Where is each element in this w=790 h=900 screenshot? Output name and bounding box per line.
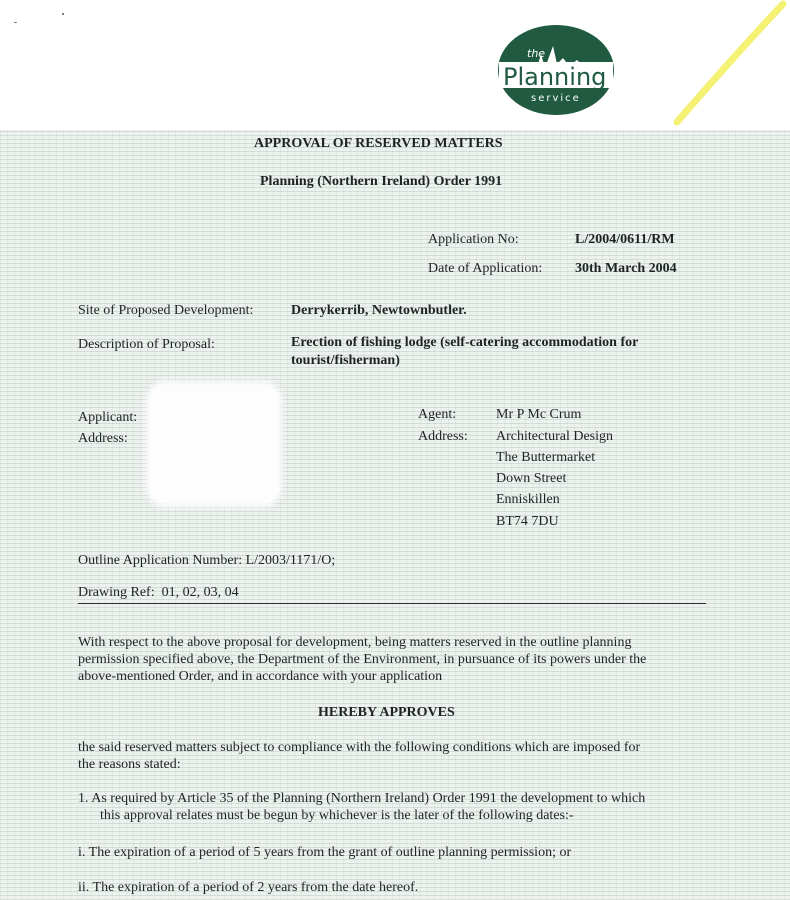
document-subtitle: Planning (Northern Ireland) Order 1991 bbox=[260, 174, 503, 189]
agent-address-line: BT74 7DU bbox=[496, 514, 559, 529]
date-of-application-value: 30th March 2004 bbox=[575, 261, 677, 276]
description-line-1: Erection of fishing lodge (self-catering accommodation for bbox=[291, 335, 639, 350]
scan-speck bbox=[14, 22, 17, 23]
description-label: Description of Proposal: bbox=[78, 337, 215, 352]
divider-line bbox=[78, 603, 706, 604]
agent-label: Agent: bbox=[418, 407, 457, 422]
agent-address-line: Architectural Design bbox=[496, 429, 614, 444]
site-label: Site of Proposed Development: bbox=[78, 303, 254, 318]
drawing-ref bbox=[78, 585, 239, 601]
condition-item-i: i. The expiration of a period of 5 years from the grant of outline planning permission; or bbox=[78, 845, 572, 860]
intro-paragraph bbox=[78, 634, 646, 685]
hereby-approves-heading: HEREBY APPROVES bbox=[318, 705, 455, 720]
agent-address-line: Down Street bbox=[496, 471, 567, 486]
svg-text:Planning: Planning bbox=[503, 63, 607, 91]
agent-address-label: Address: bbox=[418, 429, 468, 444]
planning-service-logo bbox=[497, 24, 615, 116]
outline-application bbox=[78, 553, 335, 569]
subject-line: the said reserved matters subject to compliance with the following conditions which are imposed for bbox=[78, 740, 641, 755]
agent-address-line: The Buttermarket bbox=[496, 450, 596, 465]
outline-application-value: L/2003/1171/O; bbox=[245, 553, 336, 568]
outline-application-label: Outline Application Number: bbox=[78, 553, 243, 568]
svg-text:the: the bbox=[527, 47, 546, 60]
application-no-value: L/2004/0611/RM bbox=[575, 232, 675, 247]
description-line-2: tourist/fisherman) bbox=[291, 353, 400, 368]
condition-1 bbox=[78, 790, 645, 824]
applicant-label: Applicant: bbox=[78, 410, 138, 425]
condition-1-line: this approval relates must be begun by whichever is the later of the following dates:- bbox=[100, 808, 574, 823]
svg-text:service: service bbox=[531, 93, 581, 104]
intro-line: above-mentioned Order, and in accordance with your application bbox=[78, 669, 443, 684]
condition-item-ii: ii. The expiration of a period of 2 years from the date hereof. bbox=[78, 880, 419, 895]
scan-speck bbox=[62, 13, 64, 15]
application-no-label: Application No: bbox=[428, 232, 519, 247]
drawing-ref-value: 01, 02, 03, 04 bbox=[161, 585, 239, 600]
intro-line: With respect to the above proposal for development, being matters reserved in the outline planning bbox=[78, 635, 632, 650]
subject-paragraph bbox=[78, 739, 640, 773]
condition-1-line: 1. As required by Article 35 of the Planning (Northern Ireland) Order 1991 the development to which bbox=[78, 791, 646, 806]
subject-line: the reasons stated: bbox=[78, 757, 181, 772]
site-value: Derrykerrib, Newtownbutler. bbox=[291, 303, 467, 318]
applicant-address-label: Address: bbox=[78, 431, 128, 446]
date-of-application-label: Date of Application: bbox=[428, 261, 543, 276]
agent-name: Mr P Mc Crum bbox=[496, 407, 582, 422]
agent-address-line: Enniskillen bbox=[496, 492, 560, 507]
drawing-ref-label: Drawing Ref: bbox=[78, 585, 155, 600]
redaction-patch bbox=[150, 385, 278, 503]
highlighter-stroke bbox=[665, 0, 790, 130]
intro-line: permission specified above, the Department of the Environment, in pursuance of its powers under the bbox=[78, 652, 647, 667]
document-title: APPROVAL OF RESERVED MATTERS bbox=[254, 136, 503, 151]
